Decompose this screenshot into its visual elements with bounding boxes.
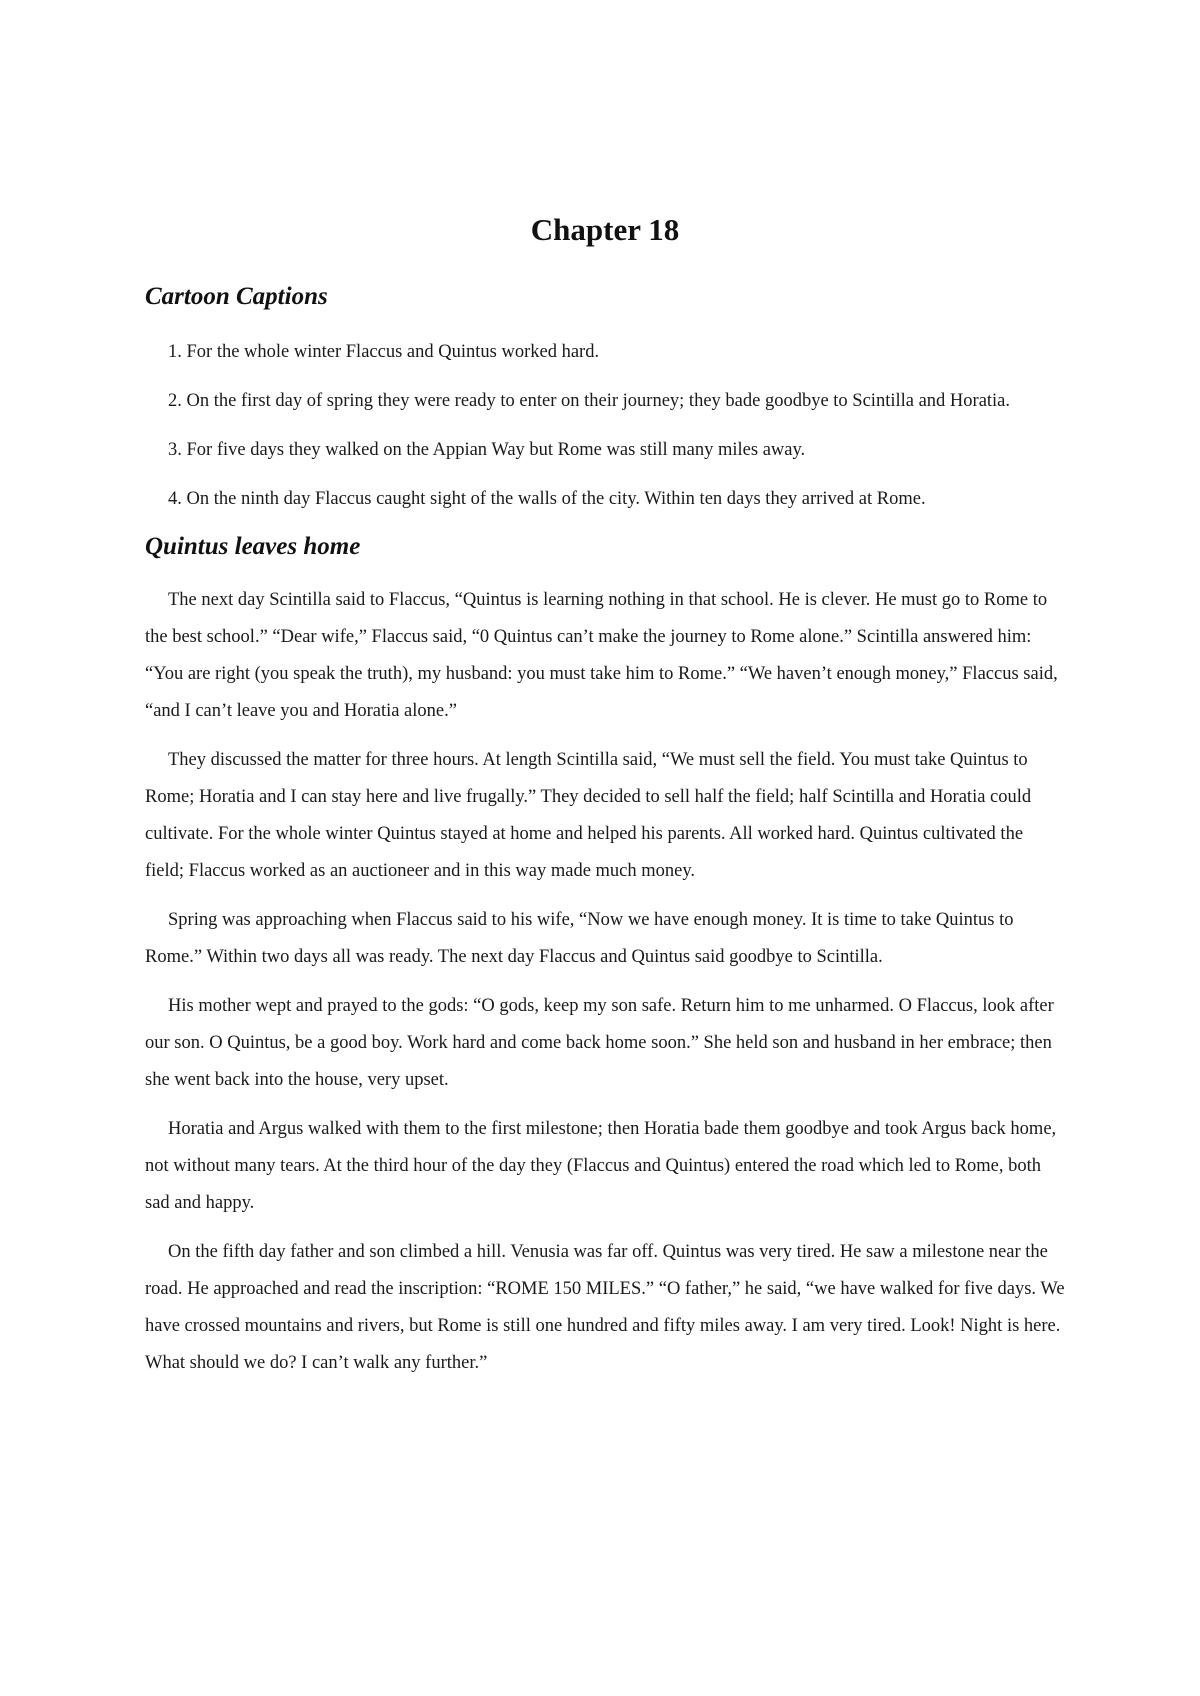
story-body <box>145 582 1065 1382</box>
caption-list <box>145 334 1065 518</box>
story-paragraph: Spring was approaching when Flaccus said to his wife, “Now we have enough money. It is time to take Quintus to Rome.” Within two days all was ready. The next day Flaccus and Quintus said goodbye to Scintilla. <box>145 910 1014 967</box>
chapter-title: Chapter 18 <box>530 212 680 247</box>
caption-item: 1. For the whole winter Flaccus and Quintus worked hard. <box>168 342 600 362</box>
story-paragraph: His mother wept and prayed to the gods: “O gods, keep my son safe. Return him to me unharmed. O Flaccus, look after our son. O Quintus, be a good boy. Work hard and come back home soon.” She held son and husband in her embrace; then she went back into the house, very upset. <box>145 996 1054 1090</box>
section-heading-cartoon-captions: Cartoon Captions <box>145 283 328 310</box>
caption-item: 2. On the first day of spring they were ready to enter on their journey; they bade goodbye to Scintilla and Horatia. <box>168 391 1011 411</box>
story-paragraph: They discussed the matter for three hours. At length Scintilla said, “We must sell the field. You must take Quintus to Rome; Horatia and I can stay here and live frugally.” They decided to sell half the field; half Scintilla and Horatia could cultivate. For the whole winter Quintus stayed at home and helped his parents. All worked hard. Quintus cultivated the field; Flaccus worked as an auctioneer and in this way made much money. <box>145 750 1032 881</box>
section-heading-quintus-leaves-home: Quintus leaves home <box>145 533 361 560</box>
story-paragraph: On the fifth day father and son climbed a hill. Venusia was far off. Quintus was very tired. He saw a milestone near the road. He approached and read the inscription: “ROME 150 MILES.” “O father,” he said, “we have walked for five days. We have crossed mountains and rivers, but Rome is still one hundred and fifty miles away. I am very tired. Look! Night is here. What should we do? I can’t walk any further.” <box>145 1242 1065 1373</box>
document-page <box>145 200 1065 1394</box>
caption-item: 3. For five days they walked on the Appian Way but Rome was still many miles away. <box>168 440 806 460</box>
caption-item: 4. On the ninth day Flaccus caught sight of the walls of the city. Within ten days they arrived at Rome. <box>168 489 926 509</box>
story-paragraph: The next day Scintilla said to Flaccus, “Quintus is learning nothing in that school. He is clever. He must go to Rome to the best school.” “Dear wife,” Flaccus said, “0 Quintus can’t make the journey to Rome alone.” Scintilla answered him: “You are right (you speak the truth), my husband: you must take him to Rome.” “We haven’t enough money,” Flaccus said, “and I can’t leave you and Horatia alone.” <box>145 590 1058 721</box>
story-paragraph: Horatia and Argus walked with them to the first milestone; then Horatia bade them goodbye and took Argus back home, not without many tears. At the third hour of the day they (Flaccus and Quintus) entered the road which led to Rome, both sad and happy. <box>145 1119 1057 1213</box>
